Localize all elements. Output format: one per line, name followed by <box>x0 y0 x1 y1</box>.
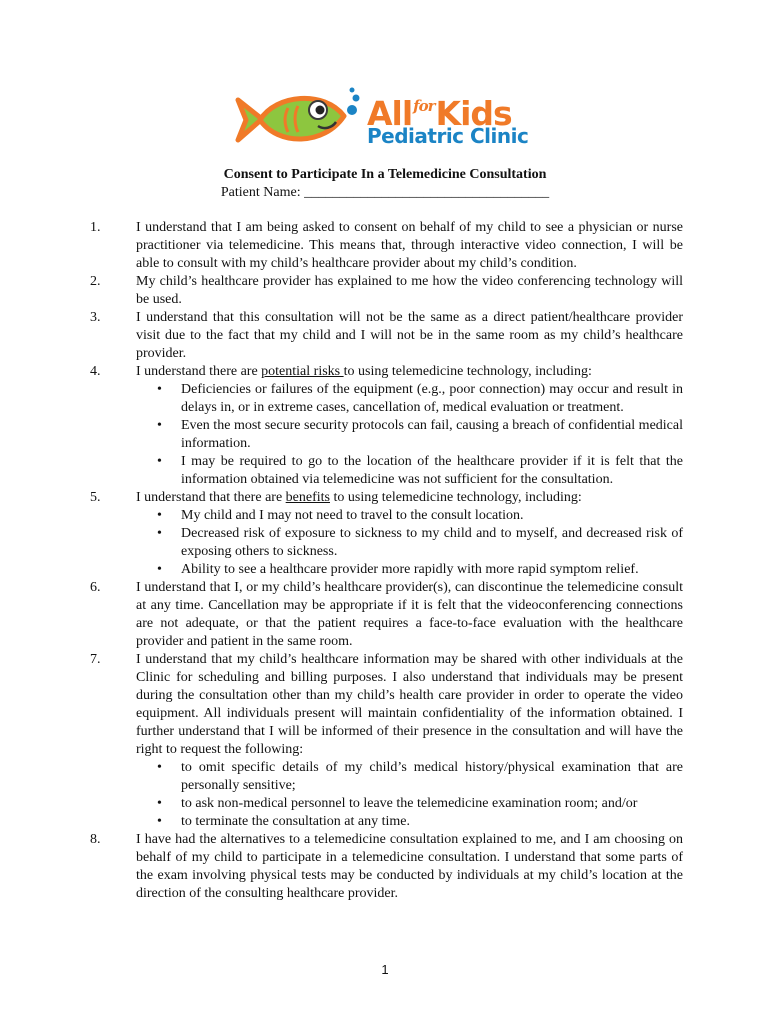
bullet-item: • Even the most secure security protocols can fail, causing a breach of confidential medical information. <box>157 418 683 451</box>
underlined-term: benefits <box>285 490 330 505</box>
bullet-list <box>0 507 770 579</box>
item-number: 6. <box>90 580 101 595</box>
item-number: 8. <box>90 832 101 847</box>
bullet-icon: • <box>157 796 162 811</box>
item-text: I understand that my child’s healthcare information may be shared with other individuals at the Clinic for scheduling and billing purposes. I also understand that individuals may be present during the consultation other than my child’s health care provider in order to operate the video equipment. All individuals present will maintain confidentiality of the information obtained. I further understand that I will be informed of their presence in the consultation and will have the right to request the following: <box>136 652 683 757</box>
bullet-item: • Ability to see a healthcare provider more rapidly with more rapid symptom relief. <box>157 562 639 577</box>
bullet-icon: • <box>157 454 162 469</box>
brand-subtitle: Pediatric Clinic <box>367 124 529 148</box>
document-title: Consent to Participate In a Telemedicine Consultation <box>223 167 547 182</box>
item-number: 7. <box>90 652 101 667</box>
underlined-term: potential risks <box>261 364 344 379</box>
item-number: 1. <box>90 220 101 235</box>
bullet-list <box>0 759 770 831</box>
item-text: I have had the alternatives to a telemedicine consultation explained to me, and I am choosing on behalf of my child to participate in a telemedicine consultation. I understand that some parts of the exam involving physical tests may be conducted by individuals at my child’s location at the direction of the consulting healthcare provider. <box>136 832 683 901</box>
item-number: 3. <box>90 310 101 325</box>
clinic-logo <box>232 86 542 156</box>
bullet-item: • My child and I may not need to travel to the consult location. <box>157 508 524 523</box>
item-text: I understand that I am being asked to consent on behalf of my child to see a physician or nurse practitioner via telemedicine. This means that, through interactive video connection, I will be able to consult with my child’s healthcare provider about my child’s condition. <box>136 220 683 271</box>
item-number: 2. <box>90 274 101 289</box>
bullet-item: • Deficiencies or failures of the equipment (e.g., poor connection) may occur and result in delays in, or in extreme cases, cancellation of, medical evaluation or treatment. <box>157 382 683 415</box>
bullet-item: • I may be required to go to the location of the healthcare provider if it is felt that the information obtained via telemedicine was not sufficient for the consultation. <box>157 454 683 487</box>
consent-item-8 <box>0 831 770 903</box>
fish-logo-icon <box>232 86 362 156</box>
bullet-icon: • <box>157 526 162 541</box>
bullet-item: • to ask non-medical personnel to leave the telemedicine examination room; and/or <box>157 796 638 811</box>
page-number: 1 <box>381 962 389 977</box>
bullet-item: • to terminate the consultation at any time. <box>157 814 410 829</box>
bullet-icon: • <box>157 418 162 433</box>
item-text: I understand that there are benefits to using telemedicine technology, including: <box>136 490 582 505</box>
consent-item-2 <box>0 273 770 309</box>
item-text: I understand that this consultation will not be the same as a direct patient/healthcare provider visit due to the fact that my child and I will not be in the same room as my child’s healthcare provider. <box>136 310 683 361</box>
brand-name: All$^{for}$Kids <box>367 94 512 133</box>
consent-item-6 <box>0 579 770 651</box>
item-text: I understand there are potential risks to using telemedicine technology, including: <box>136 364 592 379</box>
consent-item-3 <box>0 309 770 363</box>
consent-item-5 <box>0 489 770 579</box>
bullet-list <box>0 381 770 489</box>
consent-list <box>0 219 770 903</box>
item-text: I understand that I, or my child’s healthcare provider(s), can discontinue the telemedicine consult at any time. Cancellation may be appropriate if it is felt that the videoconferencing connections are not adequate, or that the patient requires a face-to-face evaluation with the healthcare provider and patient in the same room. <box>136 580 683 649</box>
item-number: 5. <box>90 490 101 505</box>
patient-name-field: Patient Name: ___________________________________ <box>220 185 550 200</box>
consent-item-4 <box>0 363 770 489</box>
item-number: 4. <box>90 364 101 379</box>
consent-item-7 <box>0 651 770 831</box>
item-text: My child’s healthcare provider has explained to me how the video conferencing technology will be used. <box>136 274 683 307</box>
bullet-icon: • <box>157 562 162 577</box>
bullet-item: • to omit specific details of my child’s medical history/physical examination that are personally sensitive; <box>157 760 683 793</box>
bullet-icon: • <box>157 508 162 523</box>
bullet-icon: • <box>157 814 162 829</box>
bullet-icon: • <box>157 760 162 775</box>
bullet-icon: • <box>157 382 162 397</box>
consent-item-1 <box>0 219 770 273</box>
bullet-item: • Decreased risk of exposure to sickness to my child and to myself, and decreased risk of exposing others to sickness. <box>157 526 683 559</box>
